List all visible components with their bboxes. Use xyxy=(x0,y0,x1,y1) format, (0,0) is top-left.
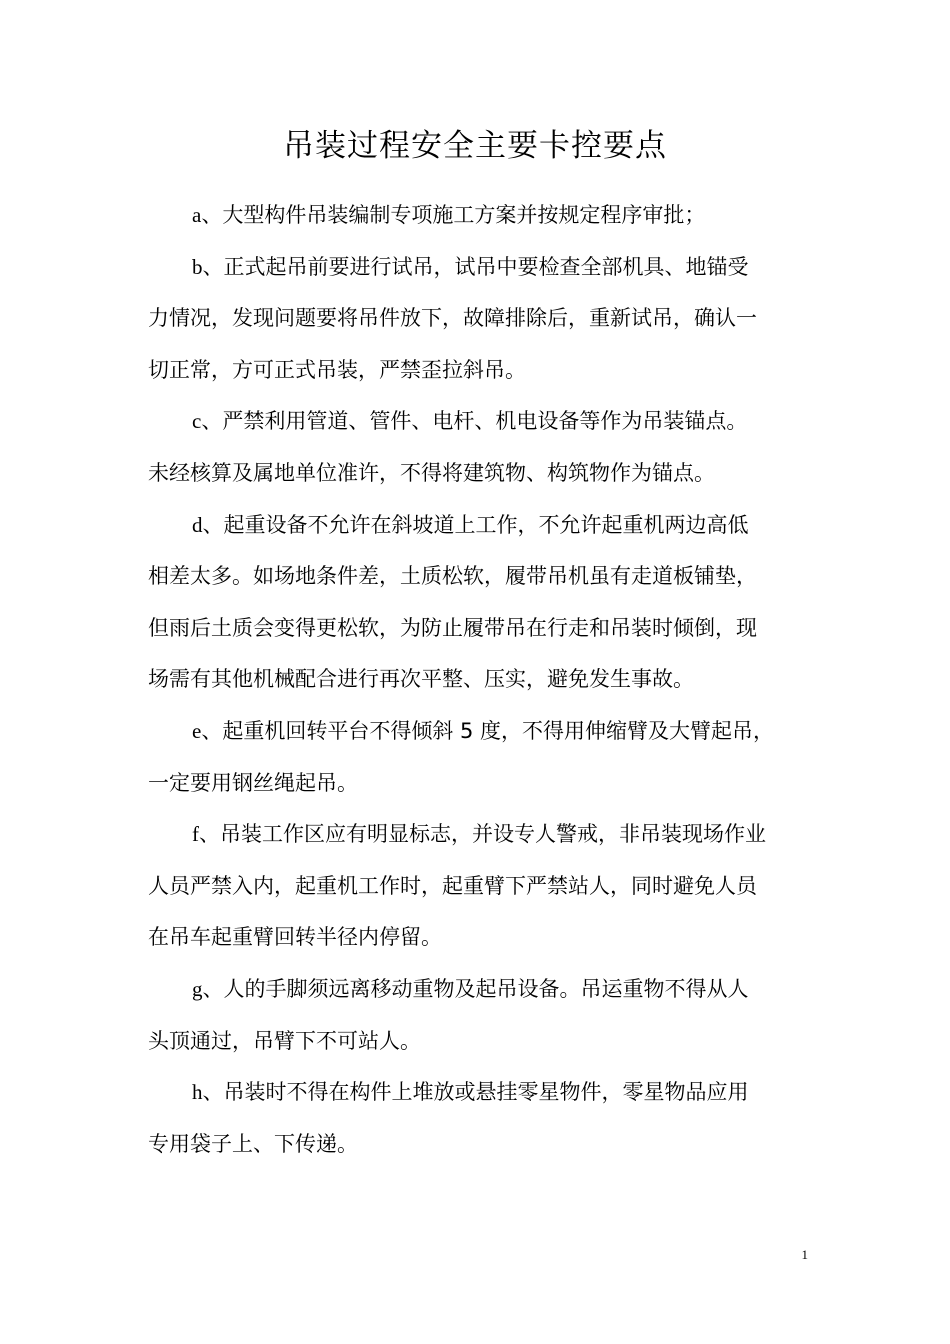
paragraph-h xyxy=(148,1067,808,1170)
document-body xyxy=(148,190,808,1170)
paragraph-text: 、吊装时不得在构件上堆放或悬挂零星物件，零星物品应用 xyxy=(202,1080,749,1105)
paragraph-f xyxy=(148,809,808,964)
paragraph-line: 头顶通过，吊臂下不可站人。 xyxy=(148,1028,421,1053)
paragraph-line xyxy=(148,396,808,448)
paragraph-text: 、起重设备不允许在斜坡道上工作，不允许起重机两边高低 xyxy=(202,512,749,537)
paragraph-line: 专用袋子上、下传递。 xyxy=(148,1131,358,1156)
paragraph-marker: a xyxy=(192,203,202,227)
paragraph-line xyxy=(148,1067,808,1119)
paragraph-line xyxy=(148,242,808,294)
paragraph-line: 场需有其他机械配合进行再次平整、压实，避免发生事故。 xyxy=(148,667,694,692)
paragraph-marker: d xyxy=(192,512,203,537)
paragraph-text: 、严禁利用管道、管件、电杆、机电设备等作为吊装锚点。 xyxy=(201,409,748,434)
paragraph-text: 、大型构件吊装编制专项施工方案并按规定程序审批； xyxy=(201,203,706,227)
paragraph-line xyxy=(148,964,808,1016)
paragraph-marker: f xyxy=(192,822,199,847)
paragraph-e xyxy=(148,706,808,809)
paragraph-g xyxy=(148,964,808,1067)
paragraph-d xyxy=(148,500,808,706)
paragraph-marker: c xyxy=(192,409,202,434)
paragraph-line: 在吊车起重臂回转半径内停留。 xyxy=(148,925,442,950)
paragraph-b xyxy=(148,242,808,397)
paragraph-line xyxy=(148,500,808,552)
paragraph-text: 、正式起吊前要进行试吊，试吊中要检查全部机具、地锚受 xyxy=(202,254,749,279)
paragraph-line xyxy=(148,706,808,758)
page-number: 1 xyxy=(801,1247,808,1262)
paragraph-line xyxy=(148,809,808,861)
paragraph-line: 人员严禁入内，起重机工作时，起重臂下严禁站人，同时避免人员 xyxy=(148,873,757,898)
document-title: 吊装过程安全主要卡控要点 xyxy=(283,128,667,164)
paragraph-marker: e xyxy=(192,718,202,743)
paragraph-line: 但雨后土质会变得更松软，为防止履带吊在行走和吊装时倾倒，现 xyxy=(148,615,757,640)
paragraph-line xyxy=(148,190,808,242)
paragraph-a xyxy=(148,190,808,242)
paragraph-line: 相差太多。如场地条件差，土质松软，履带吊机虽有走道板铺垫， xyxy=(148,564,757,589)
paragraph-text: 、人的手脚须远离移动重物及起吊设备。吊运重物不得从人 xyxy=(202,976,749,1001)
paragraph-marker: b xyxy=(192,254,203,279)
paragraph-line: 未经核算及属地单位准许，不得将建筑物、构筑物作为锚点。 xyxy=(148,460,715,485)
paragraph-text: 、吊装工作区应有明显标志，并设专人警戒，非吊装现场作业 xyxy=(199,822,766,847)
paragraph-c xyxy=(148,396,808,499)
paragraph-text: 、起重机回转平台不得倾斜 5 度，不得用伸缩臂及大臂起吊， xyxy=(201,718,775,743)
paragraph-line: 一定要用钢丝绳起吊。 xyxy=(148,770,358,795)
paragraph-marker: g xyxy=(192,976,203,1001)
paragraph-marker: h xyxy=(192,1080,203,1105)
paragraph-line: 力情况，发现问题要将吊件放下，故障排除后，重新试吊，确认一 xyxy=(148,306,757,331)
paragraph-line: 切正常，方可正式吊装，严禁歪拉斜吊。 xyxy=(148,357,526,382)
